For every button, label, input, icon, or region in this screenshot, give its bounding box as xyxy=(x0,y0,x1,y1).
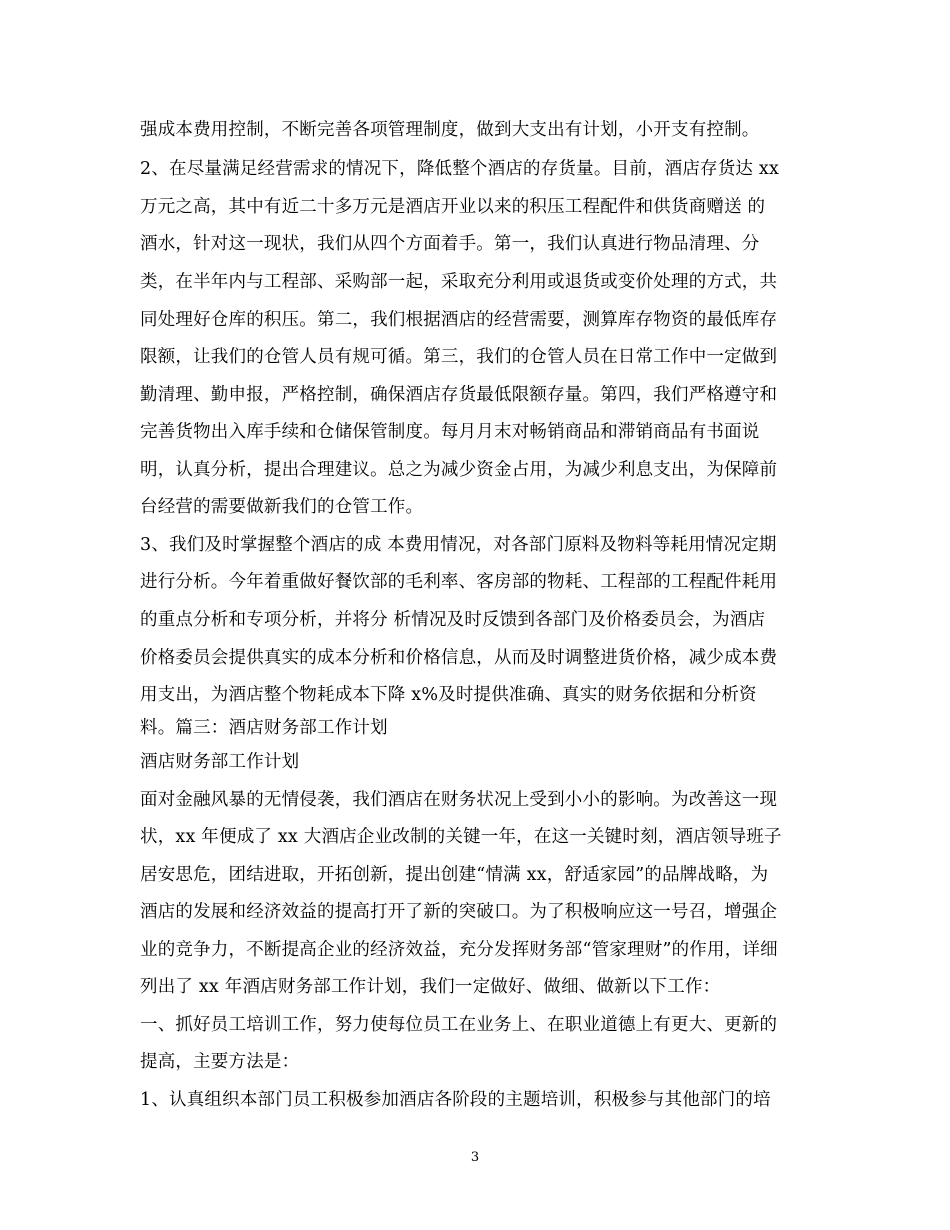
text-line: 台经营的需要做新我们的仓管工作。 xyxy=(140,497,424,517)
text-line: 限额，让我们的仓管人员有规可循。第三，我们的仓管人员在日常工作中一定做到 xyxy=(140,347,778,367)
text-line: 列出了 xx 年酒店财务部工作计划，我们一定做好、做细、做新以下工作： xyxy=(140,977,721,997)
text-line: 提高，主要方法是： xyxy=(140,1052,300,1072)
text-line: 料。篇三：酒店财务部工作计划 xyxy=(140,718,388,738)
text-line: 的重点分析和专项分析，并将分 析情况及时反馈到各部门及价格委员会，为酒店 xyxy=(140,610,766,630)
section-heading: 酒店财务部工作计划 xyxy=(140,752,300,772)
text-line: 强成本费用控制，不断完善各项管理制度，做到大支出有计划，小开支有控制。 xyxy=(140,120,760,140)
text-line: 进行分析。今年着重做好餐饮部的毛利率、客房部的物耗、工程部的工程配件耗用 xyxy=(140,572,778,592)
text-line: 状，xx 年便成了 xx 大酒店企业改制的关键一年，在这一关键时刻，酒店领导班子 xyxy=(140,827,782,847)
text-line: 类，在半年内与工程部、采购部一起，采取充分利用或退货或变价处理的方式，共 xyxy=(140,272,778,292)
text-line: 酒水，针对这一现状，我们从四个方面着手。第一，我们认真进行物品清理、分 xyxy=(140,234,760,254)
text-line: 万元之高，其中有近二十多万元是酒店开业以来的积压工程配件和供货商赠送 的 xyxy=(140,197,766,217)
text-line: 勤清理、勤申报，严格控制，确保酒店存货最低限额存量。第四，我们严格遵守和 xyxy=(140,385,778,405)
text-line: 面对金融风暴的无情侵袭，我们酒店在财务状况上受到小小的影响。为改善这一现 xyxy=(140,790,778,810)
text-line: 业的竞争力，不断提高企业的经济效益，充分发挥财务部“管家理财”的作用，详细 xyxy=(140,940,778,960)
text-line: 1、认真组织本部门员工积极参加酒店各阶段的主题培训，积极参与其他部门的培 xyxy=(140,1090,771,1110)
text-line: 居安思危，团结进取，开拓创新，提出创建“情满 xx，舒适家园”的品牌战略，为 xyxy=(140,865,769,885)
text-line: 同处理好仓库的积压。第二，我们根据酒店的经营需要，测算库存物资的最低库存 xyxy=(140,310,778,330)
text-line: 2、在尽量满足经营需求的情况下，降低整个酒店的存货量。目前，酒店存货达 xx xyxy=(140,159,780,179)
text-line: 用支出，为酒店整个物耗成本下降 x%及时提供准确、真实的财务依据和分析资 xyxy=(140,685,757,705)
page-number: 3 xyxy=(470,1150,480,1165)
text-line: 一、抓好员工培训工作，努力使每位员工在业务上、在职业道德上有更大、更新的 xyxy=(140,1015,778,1035)
text-line: 3、我们及时掌握整个酒店的成 本费用情况，对各部门原料及物料等耗用情况定期 xyxy=(140,535,777,555)
text-line: 价格委员会提供真实的成本分析和价格信息，从而及时调整进货价格，减少成本费 xyxy=(140,648,778,668)
text-line: 完善货物出入库手续和仓储保管制度。每月月末对畅销商品和滞销商品有书面说 xyxy=(140,422,760,442)
text-line: 酒店的发展和经济效益的提高打开了新的突破口。为了积极响应这一号召，增强企 xyxy=(140,902,778,922)
text-line: 明，认真分析，提出合理建议。总之为减少资金占用，为减少利息支出，为保障前 xyxy=(140,460,778,480)
